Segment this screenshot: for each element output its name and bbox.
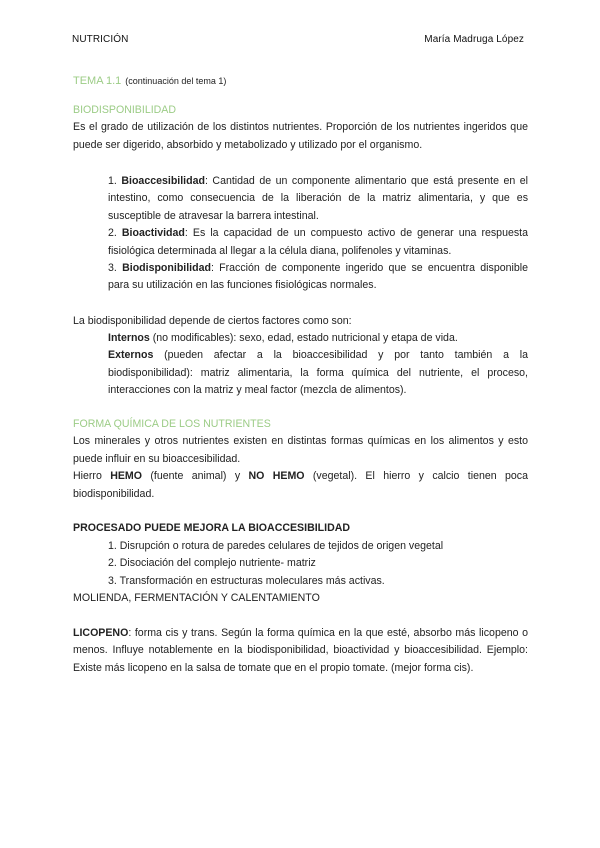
def-biodisponibilidad: : Fracción de componente ingerido que se encuentra disponible para su utilización en las funciones fisiológicas normales.	[108, 262, 528, 292]
factors-list	[108, 330, 528, 400]
procesado-item-2: 2. Disociación del complejo nutriente- matriz	[108, 557, 316, 570]
list-item-bioaccesibilidad	[108, 173, 528, 225]
header-author: María Madruga López	[424, 34, 524, 45]
list-number: 2.	[108, 227, 117, 240]
factors-intro: La biodisponibilidad depende de ciertos factores como son:	[73, 315, 352, 327]
licopeno-paragraph	[73, 625, 528, 677]
tema-title: TEMA 1.1	[73, 75, 122, 87]
def-bioaccesibilidad: : Cantidad de un componente alimentario que está presente en el intestino, como consecuencia de la liberación de la matriz alimentaria, y que es susceptible de atravesar la barrera intestinal.	[108, 175, 528, 222]
forma-text-a: Hierro	[73, 470, 111, 483]
procesado-item-1: 1. Disrupción o rotura de paredes celulares de tejidos de origen vegetal	[108, 540, 444, 552]
list-item-biodisponibilidad	[108, 260, 528, 295]
heading-procesado	[73, 520, 528, 537]
term-bioaccesibilidad: Bioaccesibilidad	[121, 175, 205, 187]
tema-title-line	[73, 73, 528, 90]
term-internos: Internos	[108, 332, 150, 344]
term-licopeno: LICOPENO	[73, 627, 129, 639]
heading-biodisponibilidad: BIODISPONIBILIDAD	[73, 104, 177, 116]
section-licopeno	[73, 625, 528, 677]
tema-note: (continuación del tema 1)	[125, 76, 227, 86]
text-externos: (pueden afectar a la bioaccesibilidad y por tanto también a la biodisponibilidad): matriz alimentaria, la forma química del nutriente, el proceso, interacciones con la matriz y meal factor (mezcla de alimentos).	[108, 349, 528, 397]
forma-paragraph-1: Los minerales y otros nutrientes existen en distintas formas químicas en los alimentos y esto puede influir en su bioaccesibilidad.	[73, 435, 528, 465]
procesado-methods: MOLIENDA, FERMENTACIÓN Y CALENTAMIENTO	[73, 592, 320, 604]
procesado-title: PROCESADO PUEDE MEJORA LA BIOACCESIBILIDAD	[73, 522, 351, 534]
list-number: 3.	[108, 262, 117, 275]
term-externos: Externos	[108, 349, 154, 362]
term-biodisponibilidad: Biodisponibilidad	[122, 262, 211, 275]
heading-forma-quimica: FORMA QUÍMICA DE LOS NUTRIENTES	[73, 418, 271, 430]
term-bioactividad: Bioactividad	[121, 227, 185, 240]
def-bioactividad: : Es la capacidad de un compuesto activo de generar una respuesta fisiológica determinada al llegar a la célula diana, polifenoles y vitaminas.	[108, 227, 528, 257]
forma-text-b: (fuente animal) y	[142, 470, 249, 483]
term-no-hemo: NO HEMO	[248, 470, 305, 483]
biodisponibilidad-list	[108, 173, 528, 295]
term-hemo: HEMO	[110, 470, 142, 483]
forma-paragraph-2	[73, 468, 528, 503]
factor-internos	[108, 330, 528, 347]
list-item-bioactividad	[108, 225, 528, 260]
section-biodisponibilidad	[73, 102, 528, 154]
text-internos: (no modificables): sexo, edad, estado nutricional y etapa de vida.	[149, 332, 458, 344]
list-number: 1.	[108, 175, 117, 187]
biodisponibilidad-intro: Es el grado de utilización de los distintos nutrientes. Proporción de los nutrientes ingeridos que puede ser digerido, absorbido y metabolizado y utilizado por el organismo.	[73, 121, 528, 151]
licopeno-text: : forma cis y trans. Según la forma química en la que esté, absorbo más licopeno o menos. Influye notablemente en la biodisponibilidad, bioactividad y bioaccesibilidad. Ejemplo: Existe más licopeno en la salsa de tomate que en el propio tomate. (mejor forma cis).	[73, 627, 528, 674]
section-forma-quimica	[73, 416, 528, 503]
header-subject: NUTRICIÓN	[72, 34, 129, 45]
procesado-list	[108, 538, 528, 590]
factor-externos	[108, 347, 528, 399]
forma-text-c: (vegetal). El hierro y calcio tienen poca biodisponibilidad.	[73, 470, 528, 500]
procesado-item-3: 3. Transformación en estructuras moleculares más activas.	[108, 574, 385, 587]
